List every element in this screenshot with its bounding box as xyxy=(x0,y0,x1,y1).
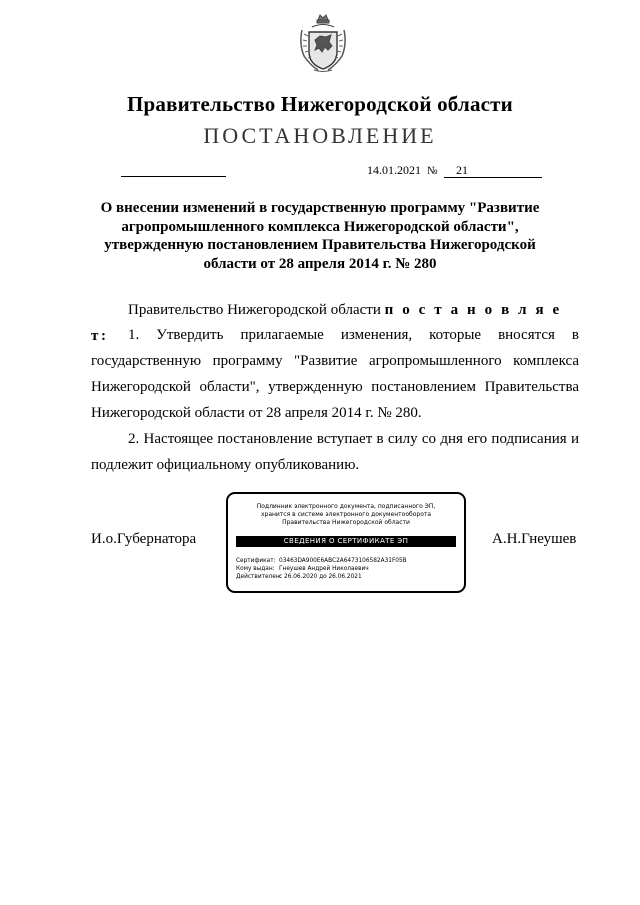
issued-to-value: Гнеушев Андрей Николаевич xyxy=(279,565,369,572)
issued-to-row xyxy=(236,566,460,574)
document-date: 14.01.2021 xyxy=(367,163,421,177)
signatory-position: И.о.Губернатора xyxy=(91,531,197,547)
certificate-label: Сертификат: xyxy=(236,558,276,564)
issued-to-label: Кому выдан: xyxy=(236,565,275,572)
document-number: 21 xyxy=(444,163,542,178)
signatory-name: А.Н.Гнеушев xyxy=(492,531,577,547)
stamp-header-line: Правительства Нижегородской области xyxy=(282,519,410,527)
stamp-header xyxy=(228,503,464,528)
stamp-header-line: Подлинник электронного документа, подписанного ЭП, xyxy=(256,503,436,510)
certificate-details xyxy=(236,558,460,581)
paragraph-2: 2. Настоящее постановление вступает в силу со дня его подписания и подлежит официальному опубликованию. xyxy=(91,431,579,473)
certificate-info-bar: СВЕДЕНИЯ О СЕРТИФИКАТЕ ЭП xyxy=(236,536,456,547)
resolves-verb: п о с т а н о в л я е т: xyxy=(91,302,562,344)
blank-line xyxy=(121,176,226,177)
document-title: О внесении изменений в государственную программу "Развитие агропромышленного комплекса Нижегородской области", утвержденную постановлением Правительства Нижегородской области от 28 апреля 2014 г. № 280 xyxy=(100,200,540,272)
electronic-signature-stamp xyxy=(226,492,466,593)
certificate-row xyxy=(236,558,460,566)
number-sign: № xyxy=(427,165,438,177)
validity-row xyxy=(236,574,460,582)
validity-label: Действителен: xyxy=(236,573,282,580)
government-name: Правительство Нижегородской области xyxy=(127,92,513,116)
document-type: ПОСТАНОВЛЕНИЕ xyxy=(203,123,437,148)
certificate-value: 03463DA900E6ABC2A6473106582A31F05B xyxy=(279,558,407,564)
coat-of-arms-icon xyxy=(298,12,348,74)
lead-prefix: Правительство Нижегородской области xyxy=(128,302,381,318)
stamp-header-line: хранится в системе электронного документооборота xyxy=(260,511,432,519)
validity-value: с 26.06.2020 до 26.06.2021 xyxy=(279,573,362,580)
paragraph-1: 1. Утвердить прилагаемые изменения, которые вносятся в государственную программу "Развитие агропромышленного комплекса Нижегородской области", утвержденную постановлением Правительства Нижегородской области от 28 апреля 2014 г. № 280. xyxy=(91,327,579,421)
